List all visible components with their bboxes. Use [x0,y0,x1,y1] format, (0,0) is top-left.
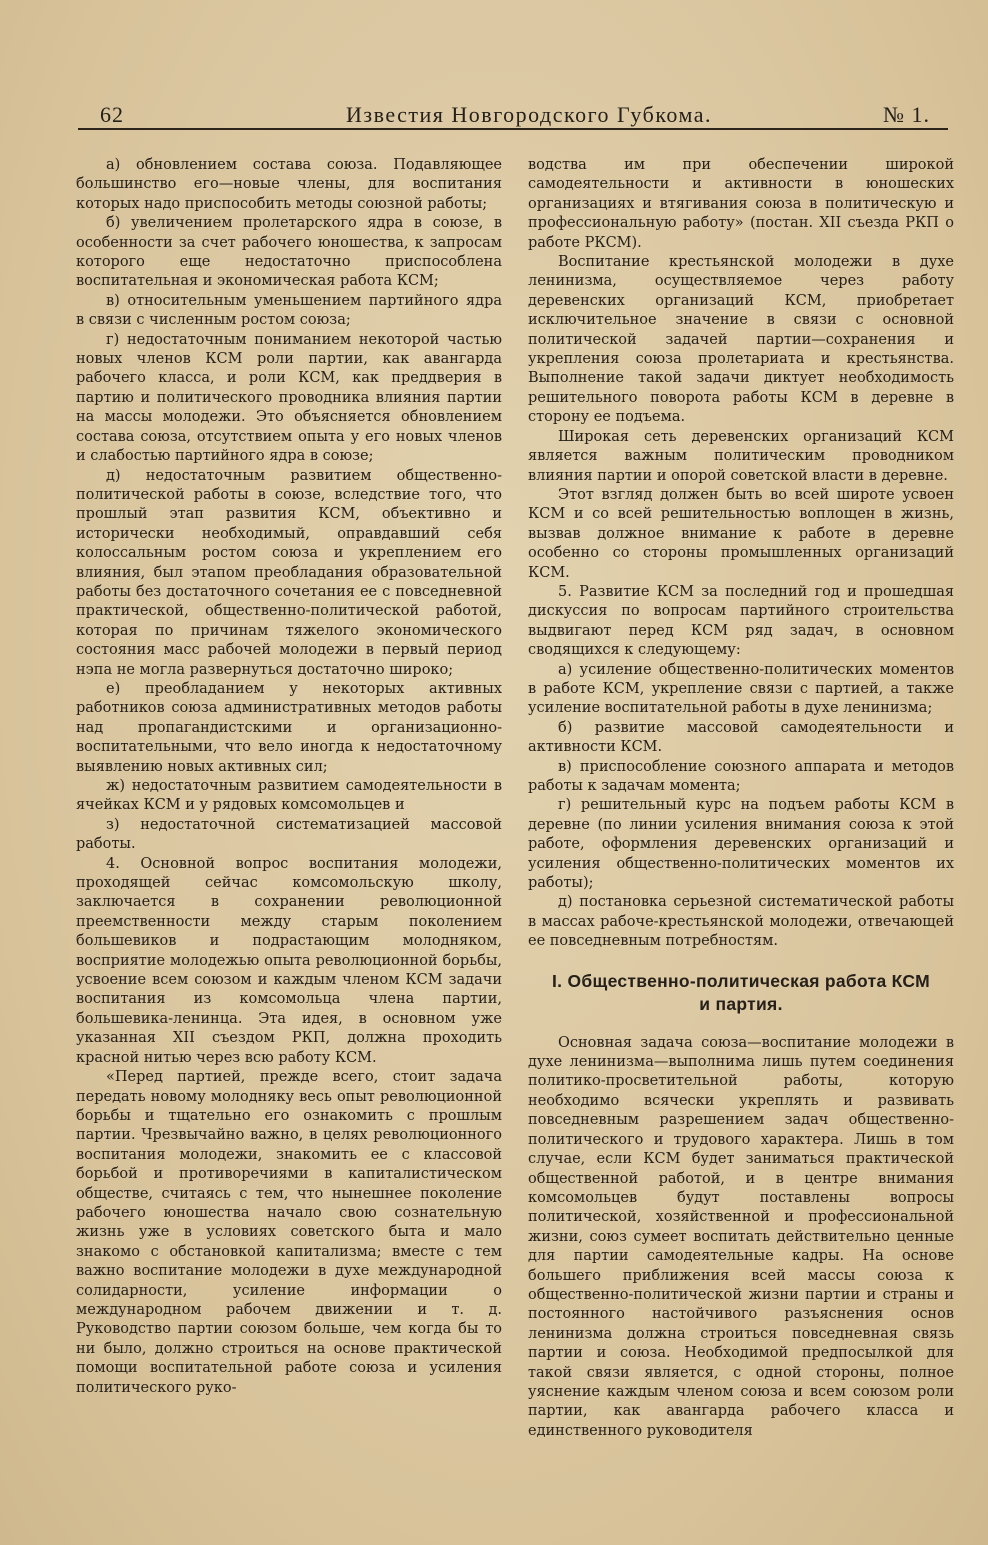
paragraph: Основная задача союза—воспитание молодежи в духе ленинизма—выполнима лишь путем соединения политико-просветительной работы, которую необходимо всячески укреплять и развивать повседневным разрешением задач общественно-политического и трудового характера. Лишь в том случае, если КСМ будет заниматься практической общественной работой, и в центре внимания комсомольцев будут поставлены вопросы политической, хозяйственной и профессиональной жизни, союз сумеет воспитать действительно ценные для партии самодеятельные кадры. На основе большего приближения всей массы союза к общественно-политической жизни партии и страны и постоянного настойчивого разъяснения основ ленинизма должна строиться повседневная связь партии и союза. Необходимой предпосылкой для такой связи является, с одной стороны, полное уяснение каждым членом союза и всем союзом роли партии, как авангарда рабочего класса и единственного руководителя [528,1034,954,1439]
paragraph: Воспитание крестьянской молодежи в духе ленинизма, осуществляемое через работу деревенских организаций КСМ, приобретает исключительное значение в связи с основной политической задачей партии—сохранения и укрепления союза пролетариата и крестьянства. Выполнение такой задачи диктует необходимость решительного поворота работы КСМ в деревне в сторону ее подъема. [528,254,954,426]
header-rule [78,128,948,130]
list-item: в) приспособление союзного аппарата и методов работы к задачам момента; [528,758,954,794]
issue-number: № 1. [883,102,930,127]
journal-title: Известия Новгородского Губкома. [346,102,713,127]
paragraph: з) недостаточной систематизацией массовой работы. [76,816,502,853]
page-number: 62 [100,102,124,127]
list-item: д) постановка серьезной систематической работы в массах рабоче-крестьянской молодежи, отвечающей ее повседневным потребностям. [528,894,954,950]
paragraph: д) недостаточным развитием общественно-политической работы в союзе, вследствие того, что прошлый этап развития КСМ, объективно и исторически необходимый, оправдавший себя колоссальным ростом союза и укреплением его влияния, был этапом преобладания образовательной работы без достаточного сочетания ее с повседневной практической, общественно-политической работой, которая по причинам тяжелого экономического состояния масс рабочей молодежи в первый период нэпа не могла развернуться достаточно широко; [76,467,502,678]
paragraph: в) относительным уменьшением партийного ядра в связи с численным ростом союза; [76,292,502,329]
right-column [528,156,954,1441]
section-heading-line: и партия. [699,993,783,1014]
paragraph: а) обновлением состава союза. Подавляющее большинство его—новые члены, для воспитания которых надо приспособить методы союзной работы; [76,157,502,212]
list-item: а) усиление общественно-политических моментов в работе КСМ, укрепление связи с партией, а также усиление воспитательной работы в духе ленинизма; [528,661,954,717]
paragraph: 4. Основной вопрос воспитания молодежи, проходящей сейчас комсомольскую школу, заключается в сохранении революционной преемственности между старым поколением большевиков и подрастающим молодняком, восприятие молодежью опыта революционной борьбы, усвоение всем союзом и каждым членом КСМ задачи воспитания из комсомольца члена партии, большевика-ленинца. Эта идея, в основном уже указанная XII съездом РКП, должна проходить красной нитью через всю работу КСМ. [76,855,502,1066]
quote-paragraph: «Перед партией, прежде всего, стоит задача передать новому молодняку весь опыт революционной борьбы и тщательно его ознакомить с прошлым партии. Чрезвычайно важно, в целях революционного воспитания молодежи, знакомить ее с классовой борьбой и противоречиями в капиталистическом обществе, считаясь с тем, что нынешнее поколение рабочего юношества начало свою сознательную жизнь уже в условиях советского быта и мало знакомо с обстановкой капитализма; вместе с тем важно воспитание молодежи в духе международной солидарности, усиление информации о международном рабочем движении и т. д. Руководство партии союзом больше, чем когда бы то ни было, должно строиться на основе практической помощи воспитательной работе союза и усиления политического руко- [76,1069,502,1396]
paragraph: Этот взгляд должен быть во всей широте усвоен КСМ и со всей решительностью воплощен в жизнь, вызвав должное внимание к работе в деревне особенно со стороны промышленных организаций КСМ. [528,486,954,581]
paragraph: е) преобладанием у некоторых активных работников союза административных методов работы над пропагандистскими и организационно-воспитательными, что вело иногда к недостаточному выявлению новых активных сил; [76,680,502,775]
section-heading [528,970,954,1016]
paragraph: б) увеличением пролетарского ядра в союзе, в особенности за счет рабочего юношества, к запросам которого еще недостаточно приспособлена воспитательная и экономическая работа КСМ; [76,215,502,290]
list-item: б) развитие массовой самодеятельности и активности КСМ. [528,719,954,756]
list-item: г) решительный курс на подъем работы КСМ в деревне (по линии усиления внимания союза к этой работе, оформления деревенских организаций и усиления общественно-политических моментов их работы); [528,797,954,892]
paragraph: г) недостаточным пониманием некоторой частью новых членов КСМ роли партии, как авангарда рабочего класса, и роли КСМ, как преддверия в партию и политического проводника влияния партии на массы молодежи. Это объясняется обновлением состава союза, отсутствием опыта у его новых членов и слабостью партийного ядра в союзе; [76,331,502,465]
paragraph: водства им при обеспечении широкой самодеятельности и активности в юношеских организациях и втягивания союза в политическую и профессиональную работу» (постан. XII съезда РКП о работе РКСМ). [528,157,954,251]
paragraph: 5. Развитие КСМ за последний год и прошедшая дискуссия по вопросам партийного строительства выдвигают перед КСМ ряд задач, в основном сводящихся к следующему: [528,583,954,659]
left-column [76,156,502,1398]
paragraph: ж) недостаточным развитием самодеятельности в ячейках КСМ и у рядовых комсомольцев и [76,778,502,814]
paragraph: Широкая сеть деревенских организаций КСМ является важным политическим проводником влияния партии и опорой советской власти в деревне. [528,428,954,484]
section-heading-line: I. Общественно-политическая работа КСМ [552,970,930,991]
